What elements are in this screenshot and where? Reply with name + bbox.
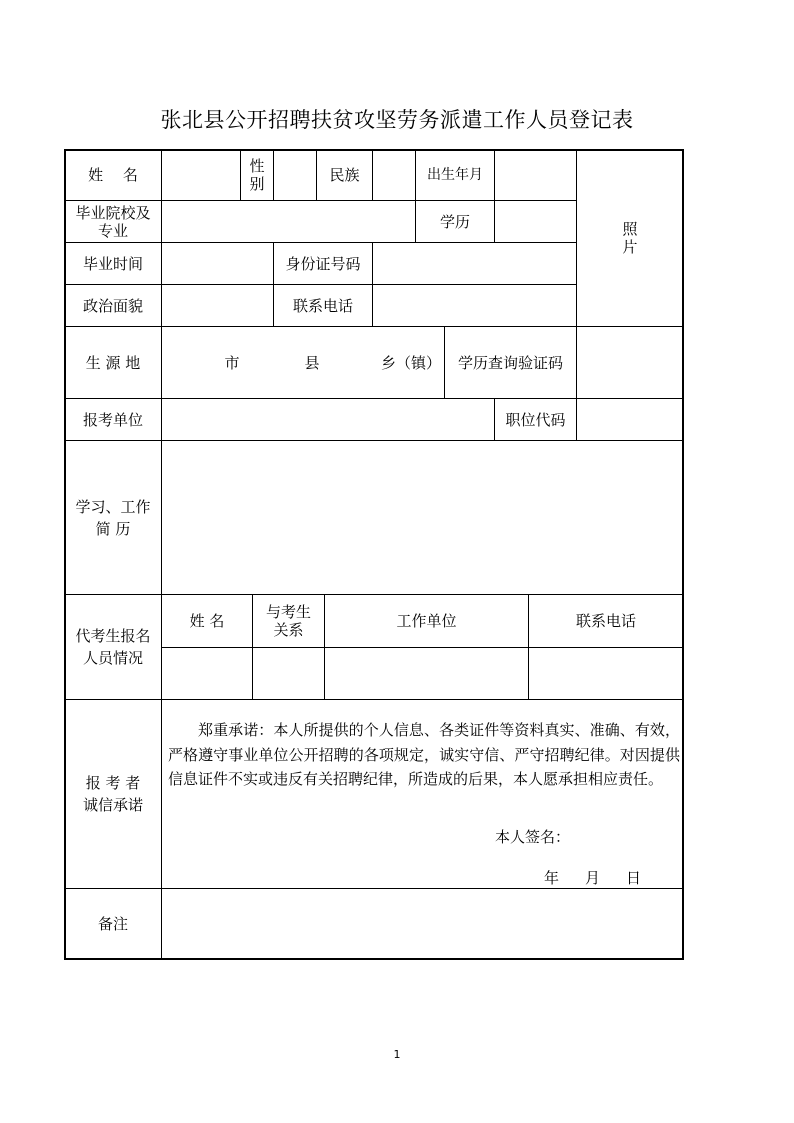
- education-label: 学历: [439, 212, 470, 231]
- phone-label: 联系电话: [292, 296, 353, 315]
- remarks-label: 备注: [97, 915, 128, 933]
- verify-code-field[interactable]: [577, 327, 683, 398]
- origin-town-label: 乡（镇）: [380, 354, 441, 372]
- signature-label: 本人签名：: [495, 828, 571, 846]
- ethnicity-field[interactable]: [373, 150, 415, 200]
- ethnicity-label: 民族: [329, 166, 360, 184]
- education-field[interactable]: [495, 201, 576, 242]
- pledge-label: 报 考 者 诚信承诺: [82, 774, 143, 814]
- form-title: 张北县公开招聘扶贫攻坚劳务派遣工作人员登记表: [160, 108, 634, 132]
- origin-city-label: 市: [224, 354, 240, 372]
- proxy-phone-field[interactable]: [529, 648, 683, 699]
- gender-field[interactable]: [274, 150, 316, 200]
- proxy-relation-header: 与考生 关系: [265, 603, 311, 639]
- school-major-field[interactable]: [162, 201, 415, 242]
- apply-unit-label: 报考单位: [82, 410, 143, 429]
- id-number-label: 身份证号码: [285, 254, 361, 273]
- page-number: 1: [393, 1048, 401, 1061]
- proxy-label: 代考生报名 人员情况: [75, 627, 151, 667]
- proxy-relation-field[interactable]: [253, 648, 324, 699]
- verify-code-label: 学历查询验证码: [457, 353, 563, 372]
- photo-box[interactable]: 照 片: [622, 220, 638, 256]
- signature-date: [544, 867, 641, 888]
- school-major-label: 毕业院校及 专业: [75, 203, 151, 240]
- proxy-work-field[interactable]: [325, 648, 528, 699]
- birth-date-label: 出生年月: [427, 167, 483, 183]
- resume-field[interactable]: [162, 441, 683, 594]
- position-code-field[interactable]: [577, 399, 683, 440]
- day-label: 日: [626, 869, 642, 887]
- graduation-time-field[interactable]: [162, 243, 273, 284]
- proxy-work-header: 工作单位: [396, 612, 457, 630]
- position-code-label: 职位代码: [505, 410, 566, 429]
- name-label: 姓 名: [88, 166, 138, 184]
- proxy-phone-header: 联系电话: [575, 612, 636, 630]
- political-status-field[interactable]: [162, 285, 273, 326]
- proxy-name-header: 姓 名: [189, 612, 225, 630]
- graduation-time-label: 毕业时间: [82, 254, 143, 273]
- apply-unit-field[interactable]: [162, 399, 494, 440]
- year-label: 年: [544, 869, 560, 887]
- origin-county-label: 县: [304, 354, 320, 372]
- phone-field[interactable]: [373, 285, 576, 326]
- month-label: 月: [585, 869, 601, 887]
- birth-date-field[interactable]: [495, 150, 576, 200]
- pledge-text: 郑重承诺：本人所提供的个人信息、各类证件等资料真实、准确、有效，严格遵守事业单位公开招聘的各项规定，诚实守信、严守招聘纪律。对因提供信息证件不实或违反有关招聘纪律，所造成的后果，本人愿承担相应责任。: [168, 721, 680, 788]
- remarks-field[interactable]: [162, 889, 683, 959]
- political-status-label: 政治面貌: [82, 296, 143, 315]
- id-number-field[interactable]: [373, 243, 576, 284]
- resume-label: 学习、工作 简 历: [75, 497, 151, 538]
- gender-label: 性 别: [249, 157, 265, 193]
- name-field[interactable]: [162, 150, 240, 200]
- proxy-name-field[interactable]: [162, 648, 252, 699]
- origin-label: 生 源 地: [85, 353, 141, 372]
